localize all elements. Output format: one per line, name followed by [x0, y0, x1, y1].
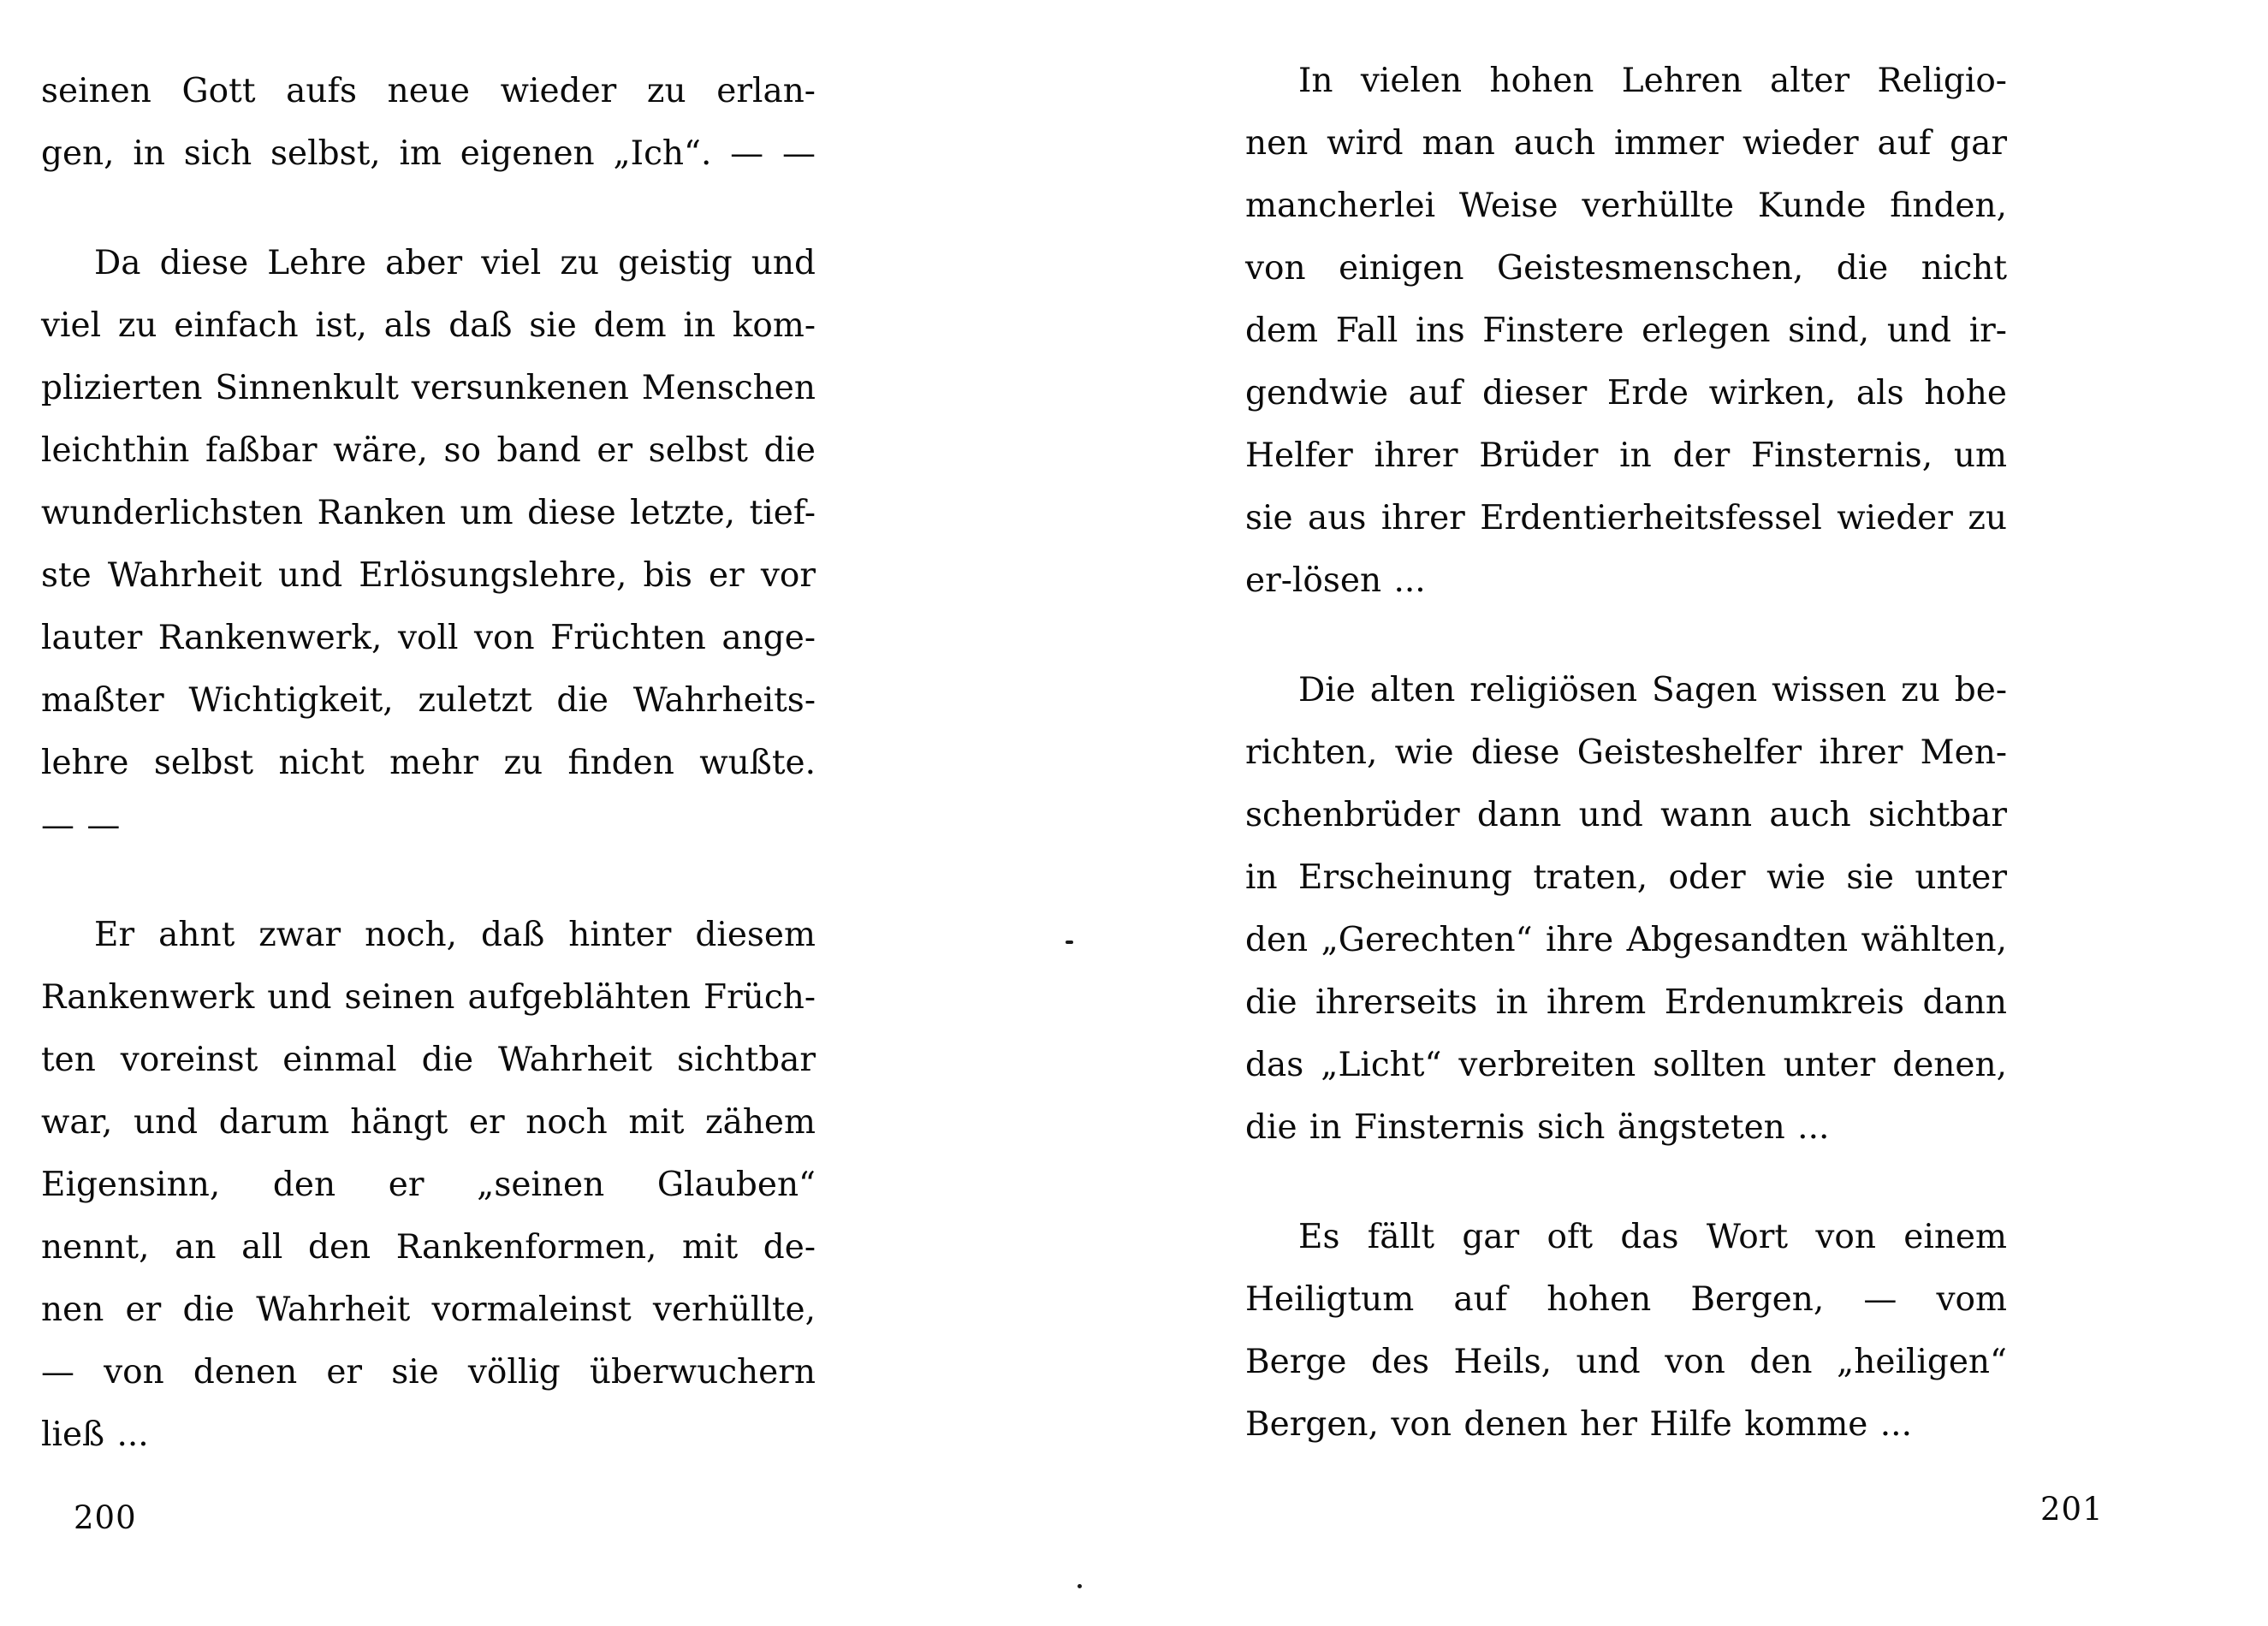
text-line: nen er die Wahrheit vormaleinst verhüllte, — [41, 1291, 816, 1329]
text-line: von einigen Geistesmenschen, die nicht — [1245, 249, 2007, 288]
text-line: in Erscheinung traten, oder wie sie unter — [1245, 858, 2007, 897]
text-line: Rankenwerk und seinen aufgeblähten Früch- — [41, 978, 816, 1017]
text-line: lauter Rankenwerk, voll von Früchten ange- — [41, 619, 816, 657]
text-line: viel zu einfach ist, als daß sie dem in kom- — [41, 306, 816, 345]
paragraph — [41, 60, 816, 185]
text-line: Bergen, von denen her Hilfe komme ... — [1245, 1405, 1912, 1444]
page-right — [1245, 50, 2007, 1456]
text-line: gendwie auf dieser Erde wirken, als hohe — [1245, 374, 2007, 412]
text-line: Da diese Lehre aber viel zu geistig und — [94, 244, 816, 282]
text-line: richten, wie diese Geisteshelfer ihrer Men- — [1245, 733, 2007, 772]
text-line: sie aus ihrer Erdentierheitsfessel wieder zu — [1245, 499, 2007, 537]
text-line: war, und darum hängt er noch mit zähem — [41, 1103, 816, 1142]
text-line: er-lösen ... — [1245, 561, 1426, 600]
text-line: Berge des Heils, und von den „heiligen“ — [1245, 1343, 2007, 1381]
page-left-text-block — [41, 60, 816, 1466]
text-line: plizierten Sinnenkult versunkenen Menschen — [41, 369, 816, 407]
text-line: ten voreinst einmal die Wahrheit sichtbar — [41, 1041, 816, 1079]
text-line: die ihrerseits in ihrem Erdenumkreis dann — [1245, 983, 2007, 1022]
text-line: gen, in sich selbst, im eigenen „Ich“. — — — [41, 134, 816, 173]
paragraph — [1245, 659, 2007, 1159]
page-left — [41, 60, 816, 1466]
ink-speck — [1078, 1584, 1082, 1588]
text-line: schenbrüder dann und wann auch sichtbar — [1245, 796, 2007, 834]
page-number-left: 200 — [74, 1499, 137, 1536]
text-line: Eigensinn, den er „seinen Glauben“ — [41, 1166, 816, 1204]
text-line: ließ ... — [41, 1415, 149, 1454]
text-line: Helfer ihrer Brüder in der Finsternis, um — [1245, 436, 2007, 475]
text-line: dem Fall ins Finstere erlegen sind, und ir- — [1245, 312, 2007, 350]
paragraph — [1245, 50, 2007, 612]
text-line: leichthin faßbar wäre, so band er selbst die — [41, 431, 816, 470]
page-number-right: 201 — [2040, 1491, 2104, 1528]
text-line: Heiligtum auf hohen Bergen, — vom — [1245, 1280, 2007, 1319]
text-line: — — — [41, 806, 121, 845]
text-line: wunderlichsten Ranken um diese letzte, tief- — [41, 494, 816, 532]
paragraph — [41, 232, 816, 857]
text-line: nen wird man auch immer wieder auf gar — [1245, 124, 2007, 163]
ink-speck — [1066, 941, 1073, 944]
text-line: seinen Gott aufs neue wieder zu erlan- — [41, 72, 816, 110]
text-line: ste Wahrheit und Erlösungslehre, bis er vor — [41, 556, 816, 595]
text-line: Es fällt gar oft das Wort von einem — [1298, 1218, 2007, 1256]
paragraph — [1245, 1206, 2007, 1456]
text-line: Die alten religiösen Sagen wissen zu be- — [1298, 671, 2007, 709]
text-line: das „Licht“ verbreiten sollten unter denen, — [1245, 1046, 2007, 1084]
text-line: — von denen er sie völlig überwuchern — [41, 1353, 816, 1392]
text-line: die in Finsternis sich ängsteten ... — [1245, 1108, 1830, 1147]
text-line: lehre selbst nicht mehr zu finden wußte. — [41, 744, 816, 782]
text-line: den „Gerechten“ ihre Abgesandten wählten, — [1245, 921, 2007, 959]
text-line: In vielen hohen Lehren alter Religio- — [1298, 62, 2007, 100]
page-right-text-block — [1245, 50, 2007, 1456]
text-line: maßter Wichtigkeit, zuletzt die Wahrheits- — [41, 681, 816, 720]
text-line: Er ahnt zwar noch, daß hinter diesem — [94, 916, 816, 954]
paragraph — [41, 904, 816, 1466]
text-line: mancherlei Weise verhüllte Kunde finden, — [1245, 187, 2007, 225]
text-line: nennt, an all den Rankenformen, mit de- — [41, 1228, 816, 1267]
